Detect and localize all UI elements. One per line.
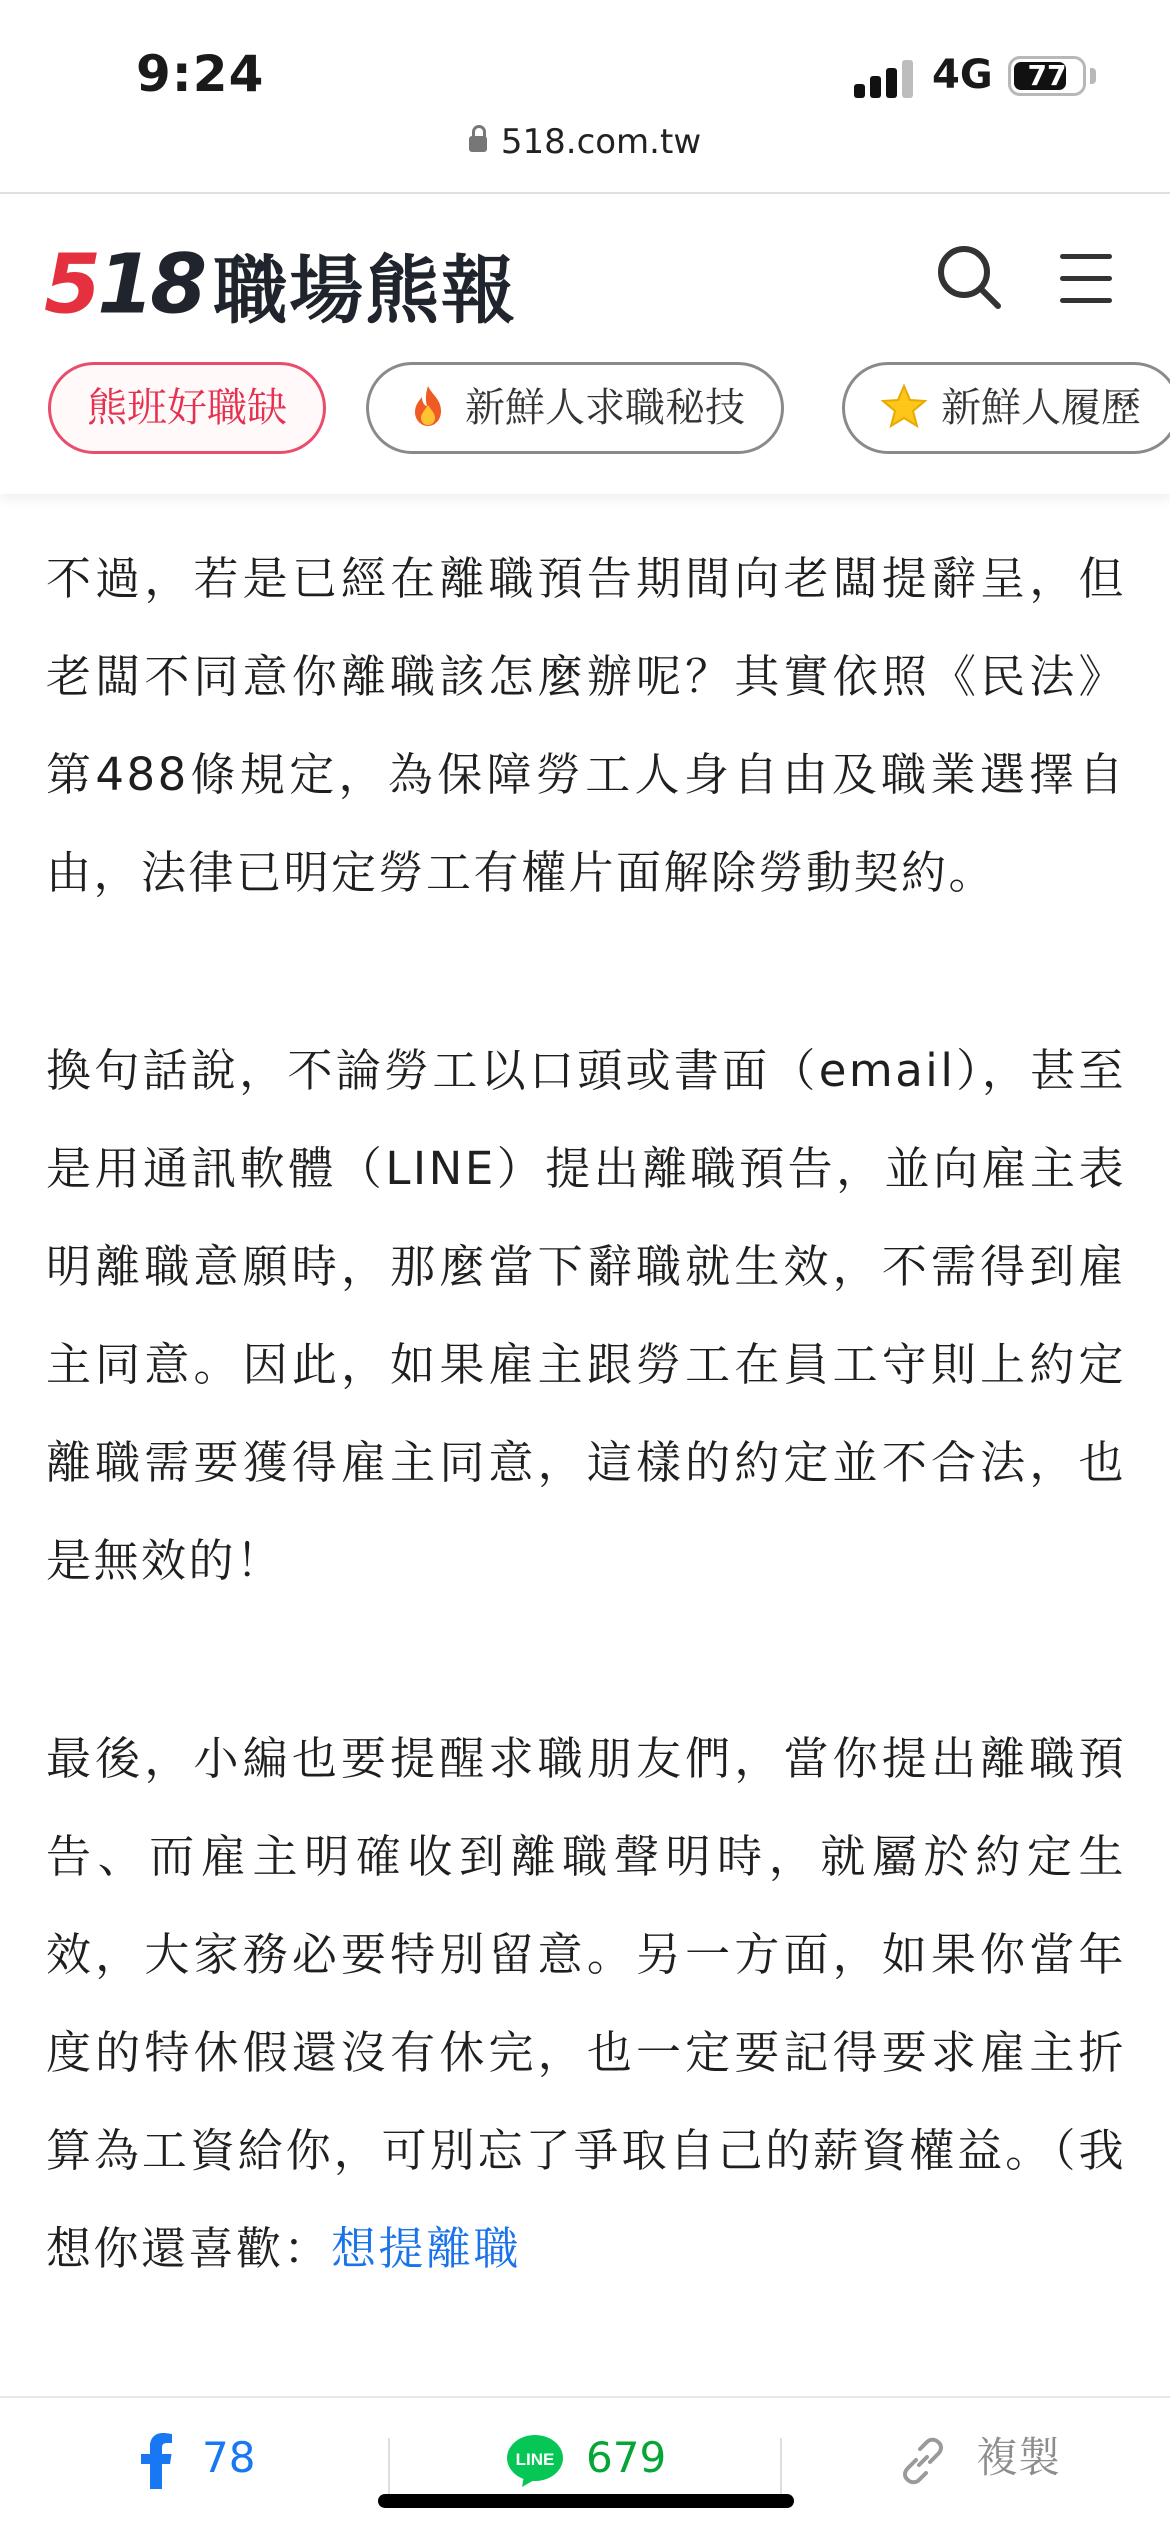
- battery-icon: [1008, 56, 1086, 96]
- fire-icon: [405, 383, 451, 429]
- chip-label: 新鮮人求職秘技: [465, 385, 745, 431]
- status-bar: [0, 0, 1170, 162]
- network-type: 4G: [932, 52, 993, 98]
- category-chips: [0, 362, 1170, 462]
- logo-number: 518: [44, 237, 204, 333]
- home-indicator: [378, 2494, 794, 2508]
- address-url: 518.com.tw: [500, 122, 702, 162]
- site-logo[interactable]: [44, 232, 518, 334]
- search-button[interactable]: [930, 238, 1010, 318]
- lock-icon: [469, 136, 487, 152]
- share-bar: [0, 2396, 1170, 2534]
- article-paragraph: 換句話說，不論勞工以口頭或書面（email），甚至是用通訊軟體（LINE）提出離職預告，並向雇主表明離職意願時，那麼當下辭職就生效，不需得到雇主同意。因此，如果雇主跟勞工在員工守則上約定離職需要獲得雇主同意，這樣的約定並不合法，也是無效的！: [46, 1044, 1126, 1587]
- star-icon: [881, 383, 927, 429]
- divider: [780, 2438, 782, 2498]
- menu-icon: [1060, 254, 1112, 259]
- line-count: 679: [586, 2433, 667, 2482]
- copy-link-button[interactable]: [896, 2398, 1060, 2518]
- address-bar[interactable]: [0, 122, 1170, 162]
- chip-label: 新鮮人履歷: [941, 385, 1141, 431]
- article-paragraph-text: 最後，小編也要提醒求職朋友們，當你提出離職預告、而雇主明確收到離職聲明時，就屬於約定生效，大家務必要特別留意。另一方面，如果你當年度的特休假還沒有休完，也一定要記得要求雇主折算為工資給你，可別忘了爭取自己的薪資權益。（我想你還喜歡：: [46, 1732, 1126, 2275]
- facebook-count: 78: [202, 2433, 256, 2482]
- status-time: 9:24: [136, 45, 265, 103]
- line-icon: [506, 2434, 564, 2488]
- logo-text: 職場熊報: [213, 248, 518, 334]
- article-paragraph-last: [46, 1710, 1126, 2298]
- article-body: [46, 530, 1126, 2398]
- related-article-link[interactable]: 想提離職: [331, 2222, 522, 2275]
- article-paragraph: 不過，若是已經在離職預告期間向老闆提辭呈，但老闆不同意你離職該怎麼辦呢？其實依照《民法》第488條規定，為保障勞工人身自由及職業選擇自由，法律已明定勞工有權片面解除勞動契約。: [46, 552, 1126, 899]
- battery-level: 77: [1027, 59, 1067, 92]
- signal-strength-icon: [854, 58, 916, 98]
- facebook-icon: [138, 2433, 174, 2489]
- menu-button[interactable]: [1052, 244, 1122, 314]
- divider: [388, 2438, 390, 2498]
- link-icon: [896, 2434, 950, 2488]
- chip-newbie-tips[interactable]: [366, 362, 784, 454]
- battery-tip: [1090, 68, 1096, 84]
- chip-hot-jobs[interactable]: [48, 362, 326, 454]
- facebook-share-button[interactable]: [138, 2398, 255, 2518]
- copy-label: 複製: [976, 2433, 1061, 2482]
- line-badge-text: LINE: [515, 2449, 555, 2469]
- chip-newbie-resume[interactable]: [842, 362, 1170, 454]
- chip-label: 熊班好職缺: [87, 385, 287, 431]
- site-header: [0, 194, 1170, 494]
- search-icon: [930, 238, 1010, 318]
